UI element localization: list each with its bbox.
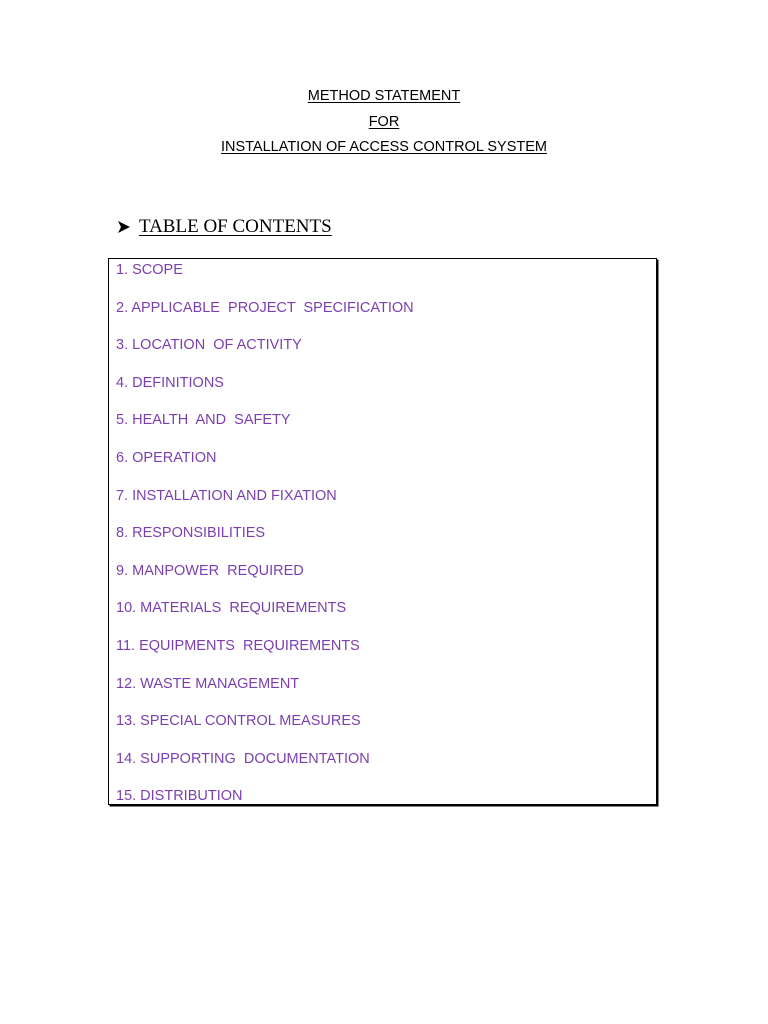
toc-item[interactable]: 15. DISTRIBUTION [116,788,243,805]
toc-item[interactable]: 3. LOCATION OF ACTIVITY [116,337,302,354]
toc-list [109,259,656,823]
toc-item[interactable]: 12. WASTE MANAGEMENT [116,675,300,692]
toc-item[interactable]: 6. OPERATION [116,449,217,466]
arrowhead-bullet-icon [117,215,139,239]
toc-item[interactable]: 1. SCOPE [116,262,183,278]
toc-item[interactable]: 10. MATERIALS REQUIREMENTS [116,600,347,617]
toc-item[interactable]: 2. APPLICABLE PROJECT SPECIFICATION [116,299,414,316]
title-line-method-statement: METHOD STATEMENT [307,88,461,104]
toc-item[interactable]: 5. HEALTH AND SAFETY [116,412,291,429]
toc-item[interactable]: 4. DEFINITIONS [116,374,224,391]
toc-item[interactable]: 7. INSTALLATION AND FIXATION [116,487,337,504]
toc-heading [117,214,332,240]
toc-item[interactable]: 8. RESPONSIBILITIES [116,525,266,542]
document-title [0,86,768,163]
toc-heading-label: TABLE OF CONTENTS [139,216,332,237]
toc-item[interactable]: 9. MANPOWER REQUIRED [116,562,304,579]
title-line-subject: INSTALLATION OF ACCESS CONTROL SYSTEM [220,139,548,155]
toc-item[interactable]: 13. SPECIAL CONTROL MEASURES [116,713,361,730]
title-line-for: FOR [368,113,400,130]
toc-item[interactable]: 14. SUPPORTING DOCUMENTATION [116,750,370,767]
toc-item[interactable]: 11. EQUIPMENTS REQUIREMENTS [116,637,360,654]
toc-table [108,258,657,805]
